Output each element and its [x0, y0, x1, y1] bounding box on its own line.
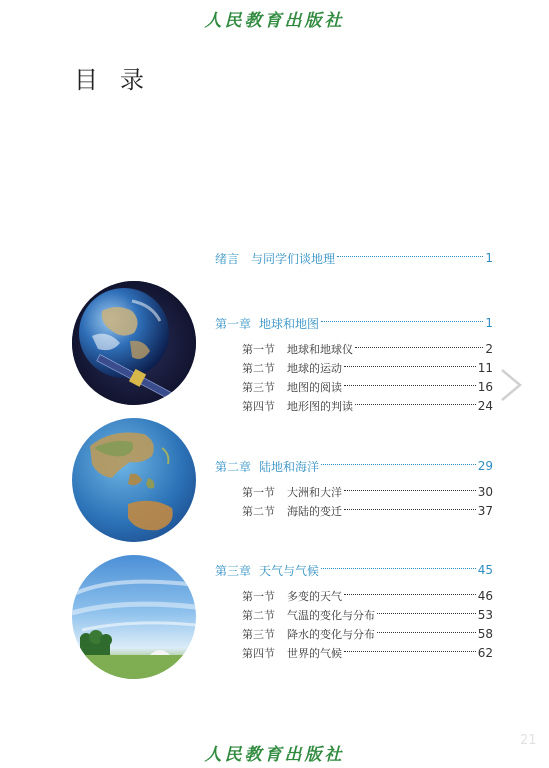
toc-section[interactable]	[242, 645, 493, 661]
dot-leader	[344, 651, 476, 652]
globe-asia-oceans-image	[72, 418, 196, 542]
chapter-label	[215, 315, 319, 332]
chapter-title: 陆地和海洋	[259, 459, 320, 474]
dot-leader	[337, 256, 483, 257]
toc-section[interactable]	[242, 503, 493, 519]
section-page: 53	[477, 608, 493, 622]
section-number: 第二节	[242, 505, 275, 518]
intro-page: 1	[485, 251, 493, 265]
earth-satellite-image	[72, 281, 196, 405]
toc-chapter-3[interactable]	[215, 562, 493, 578]
section-page: 11	[477, 361, 493, 375]
section-number: 第四节	[242, 647, 275, 660]
next-page-arrow-icon[interactable]	[498, 368, 524, 402]
section-title: 大洲和大洋	[287, 486, 342, 499]
chapter-page: 45	[477, 563, 493, 577]
dot-leader	[377, 632, 476, 633]
toc-section[interactable]	[242, 398, 493, 414]
toc-intro-entry[interactable]	[215, 250, 493, 266]
section-title: 气温的变化与分布	[287, 609, 375, 622]
section-title: 地球和地球仪	[287, 343, 353, 356]
dot-leader	[344, 490, 476, 491]
section-page: 62	[477, 646, 493, 660]
chapter-number: 第三章	[215, 563, 252, 578]
section-page: 58	[477, 627, 493, 641]
dot-leader	[344, 366, 476, 367]
chapter-number: 第二章	[215, 459, 252, 474]
intro-label: 绪言 与同学们谈地理	[215, 251, 336, 266]
chapter-label	[215, 458, 319, 475]
chapter-label	[215, 562, 319, 579]
section-number: 第二节	[242, 362, 275, 375]
section-number: 第三节	[242, 381, 275, 394]
section-title: 海陆的变迁	[287, 505, 342, 518]
dot-leader	[321, 568, 476, 569]
section-number: 第四节	[242, 400, 275, 413]
section-title: 降水的变化与分布	[287, 628, 375, 641]
toc-title	[74, 60, 144, 95]
publisher-header: 人民教育出版社	[204, 11, 345, 31]
chapter-number: 第一章	[215, 316, 252, 331]
toc-section[interactable]	[242, 341, 493, 357]
toc-chapter-1[interactable]	[215, 315, 493, 331]
chapter-title: 天气与气候	[259, 563, 320, 578]
section-number: 第三节	[242, 628, 275, 641]
publisher-footer: 人民教育出版社	[204, 745, 345, 765]
toc-title-char-2: 录	[120, 66, 144, 94]
dot-leader	[344, 509, 476, 510]
section-number: 第一节	[242, 486, 275, 499]
section-page: 16	[477, 380, 493, 394]
section-page: 24	[477, 399, 493, 413]
section-title: 地图的阅读	[287, 381, 342, 394]
section-page: 30	[477, 485, 493, 499]
sky-clouds-image	[72, 555, 196, 679]
chapter-page: 29	[477, 459, 493, 473]
toc-section[interactable]	[242, 607, 493, 623]
section-title: 多变的天气	[287, 590, 342, 603]
toc-section[interactable]	[242, 626, 493, 642]
dot-leader	[355, 404, 476, 405]
toc-section[interactable]	[242, 484, 493, 500]
dot-leader	[355, 347, 483, 348]
toc-chapter-2[interactable]	[215, 458, 493, 474]
chapter-page: 1	[485, 316, 493, 330]
section-page: 37	[477, 504, 493, 518]
section-number: 第一节	[242, 590, 275, 603]
section-page: 46	[477, 589, 493, 603]
toc-title-char-1: 目	[74, 66, 98, 94]
dot-leader	[344, 385, 476, 386]
section-title: 地形图的判读	[287, 400, 353, 413]
section-title: 世界的气候	[287, 647, 342, 660]
dot-leader	[321, 464, 476, 465]
dot-leader	[321, 321, 483, 322]
section-number: 第二节	[242, 609, 275, 622]
section-page: 2	[485, 342, 493, 356]
section-number: 第一节	[242, 343, 275, 356]
dot-leader	[344, 594, 476, 595]
toc-section[interactable]	[242, 360, 493, 376]
toc-section[interactable]	[242, 379, 493, 395]
corner-page-number: 21	[520, 733, 537, 748]
chapter-title: 地球和地图	[259, 316, 320, 331]
dot-leader	[377, 613, 476, 614]
section-title: 地球的运动	[287, 362, 342, 375]
toc-section[interactable]	[242, 588, 493, 604]
